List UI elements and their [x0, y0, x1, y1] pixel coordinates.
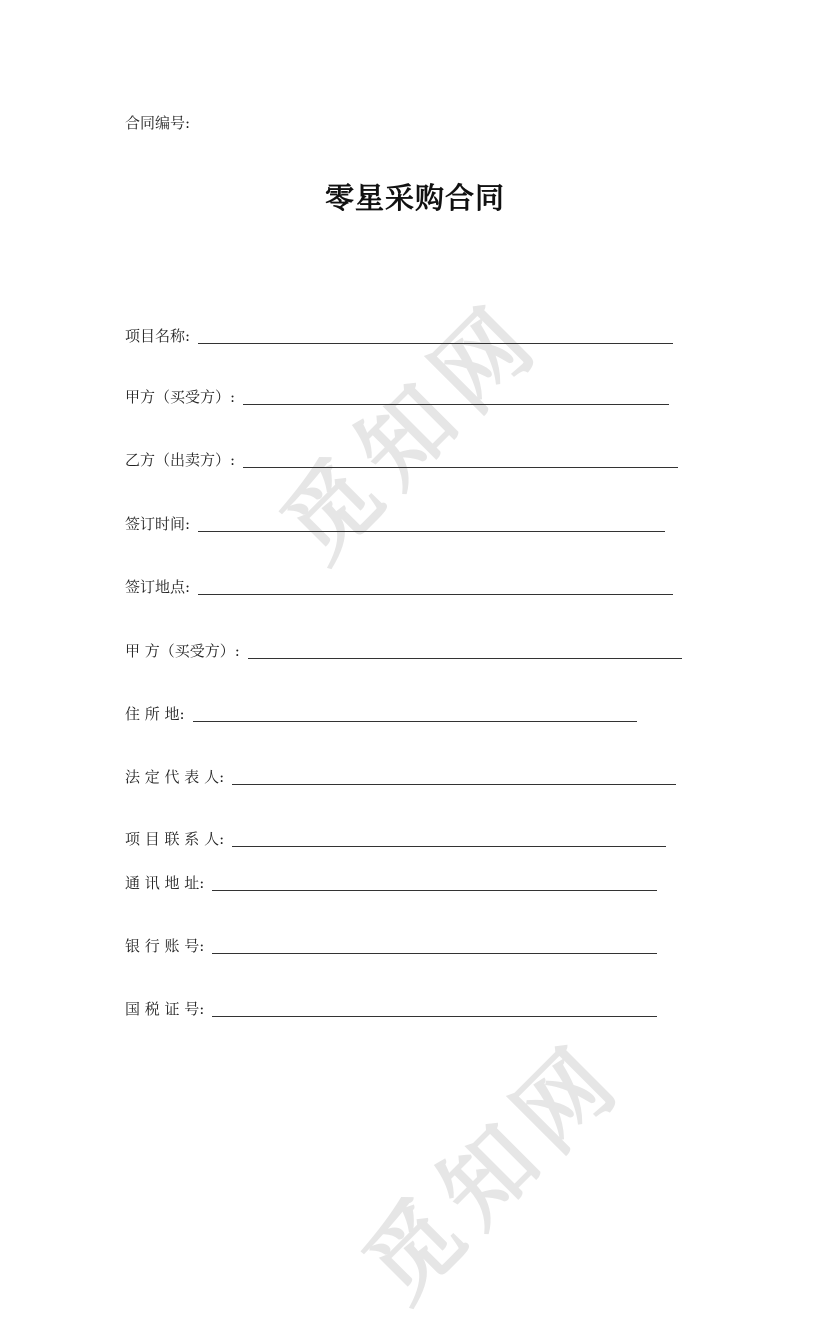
document-title: 零星采购合同 — [324, 181, 505, 215]
field-label: 国 税 证 号: — [125, 1000, 205, 1018]
contract-number-label: 合同编号: — [125, 114, 191, 132]
blank-line — [243, 467, 678, 468]
blank-line — [198, 531, 665, 532]
field-label: 签订地点: — [125, 578, 191, 596]
blank-line — [193, 721, 637, 722]
field-signing-place — [125, 577, 673, 597]
field-label: 项目名称: — [125, 327, 191, 345]
blank-line — [212, 890, 657, 891]
field-label: 项 目 联 系 人: — [125, 830, 225, 848]
watermark-text: 觅知网 — [262, 281, 563, 582]
blank-line — [198, 343, 673, 344]
field-label: 银 行 账 号: — [125, 937, 205, 955]
field-tax-number — [125, 999, 657, 1019]
field-label: 甲方（买受方）: — [125, 388, 236, 406]
field-label: 甲 方（买受方）: — [125, 642, 240, 660]
field-party-b — [125, 450, 678, 470]
field-label: 法 定 代 表 人: — [125, 768, 225, 786]
field-mailing-address — [125, 873, 657, 893]
field-project-name — [125, 326, 673, 346]
field-signing-time — [125, 514, 665, 534]
blank-line — [198, 594, 673, 595]
blank-line — [232, 784, 676, 785]
blank-line — [248, 658, 682, 659]
watermark-text: 觅知网 — [344, 1021, 645, 1322]
field-label: 乙方（出卖方）: — [125, 451, 236, 469]
field-label: 签订时间: — [125, 515, 191, 533]
field-legal-representative — [125, 767, 676, 787]
field-bank-account — [125, 936, 657, 956]
blank-line — [232, 846, 666, 847]
blank-line — [243, 404, 669, 405]
blank-line — [212, 1016, 657, 1017]
field-label: 通 讯 地 址: — [125, 874, 205, 892]
blank-line — [212, 953, 657, 954]
field-party-a — [125, 387, 669, 407]
field-project-contact — [125, 829, 666, 849]
field-domicile — [125, 704, 637, 724]
field-label: 住 所 地: — [125, 705, 185, 723]
field-party-a-detail — [125, 641, 682, 661]
